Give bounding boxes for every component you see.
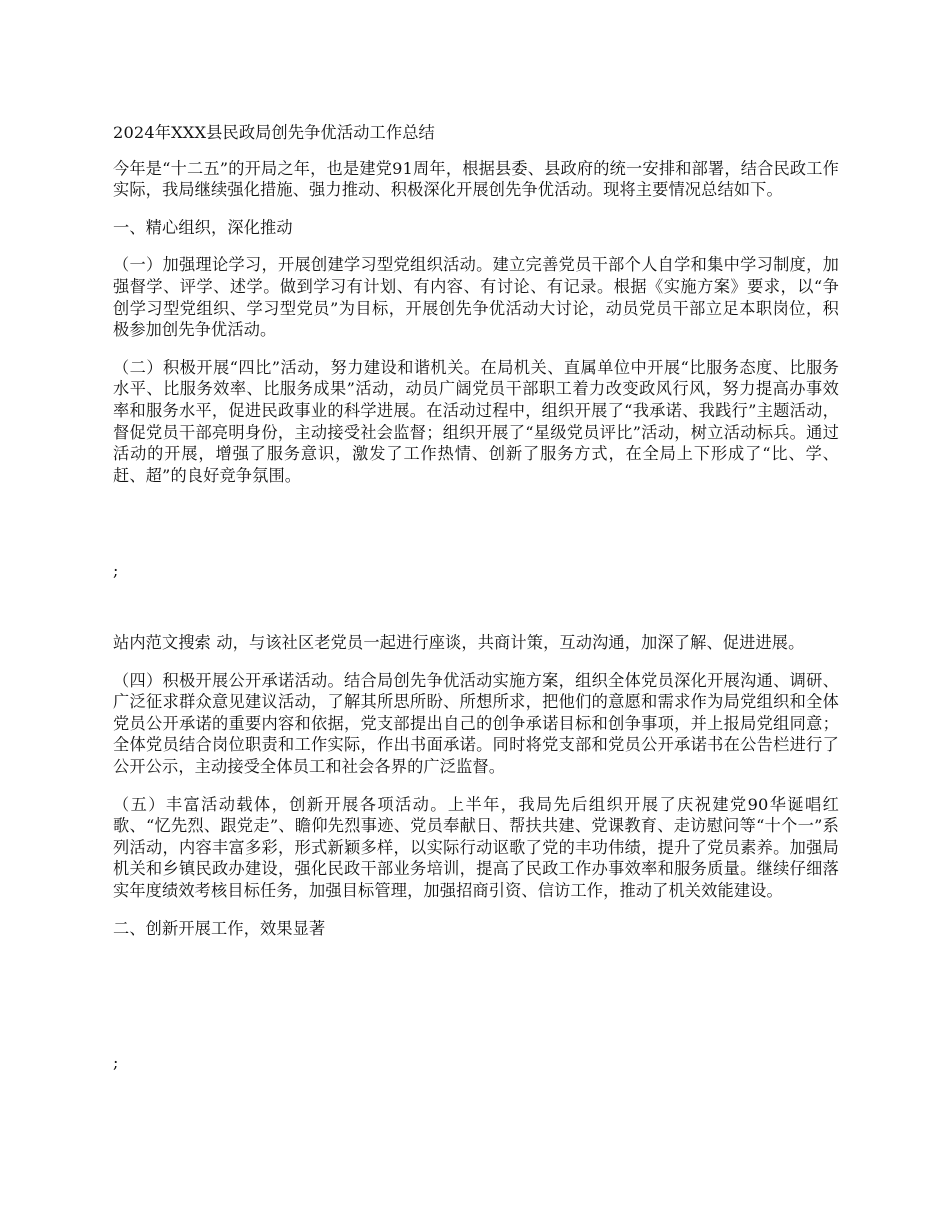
paragraph-item-1: （一）加强理论学习，开展创建学习型党组织活动。建立完善党员干部个人自学和集中学习制度，加强督学、评学、述学。做到学习有计划、有内容、有讨论、有记录。根据《实施方案》要求，以“争创学习型党组织、学习型党员”为目标，开展创先争优活动大讨论，动员党员干部立足本职岗位，积极参加创先争优活动。 <box>113 255 839 340</box>
fragment-paragraph: 站内范文搜索 动，与该社区老党员一起进行座谈，共商计策，互动沟通，加深了解、促进进展。 <box>113 633 805 652</box>
section-heading-1: 一、精心组织，深化推动 <box>113 217 293 237</box>
separator-semicolon-1: ; <box>113 561 119 580</box>
document-title: 2024年XXX县民政局创先争优活动工作总结 <box>113 123 435 142</box>
paragraph-item-4: （四）积极开展公开承诺活动。结合局创先争优活动实施方案，组织全体党员深化开展沟通、调研、广泛征求群众意见建议活动，了解其所思所盼、所想所求，把他们的意愿和需求作为局党组织和全体党员公开承诺的重要内容和依据，党支部提出自己的创争承诺目标和创争事项，并上报局党组同意；全体党员结合岗位职责和工作实际，作出书面承诺。同时将党支部和党员公开承诺书在公告栏进行了公开公示，主动接受全体员工和社会各界的广泛监督。 <box>113 670 839 776</box>
intro-paragraph: 今年是“十二五”的开局之年，也是建党91周年，根据县委、县政府的统一安排和部署，结合民政工作实际，我局继续强化措施、强力推动、积极深化开展创先争优活动。现将主要情况总结如下。 <box>113 158 839 200</box>
paragraph-item-2: （二）积极开展“四比”活动，努力建设和谐机关。在局机关、直属单位中开展“比服务态度、比服务水平、比服务效率、比服务成果”活动，动员广阔党员干部职工着力改变政风行风，努力提高办事效率和服务水平，促进民政事业的科学进展。在活动过程中，组织开展了“我承诺、我践行”主题活动，督促党员干部亮明身份，主动接受社会监督；组织开展了“星级党员评比”活动，树立活动标兵。通过活动的开展，增强了服务意识，激发了工作热情、创新了服务方式，在全局上下形成了“比、学、赶、超”的良好竞争氛围。 <box>113 357 839 485</box>
document-body-top <box>113 122 839 486</box>
paragraph-item-5: （五）丰富活动载体，创新开展各项活动。上半年，我局先后组织开展了庆祝建党90华诞唱红歌、“忆先烈、跟党走”、瞻仰先烈事迹、党员奉献日、帮扶共建、党课教育、走访慰问等“十个一”系列活动，内容丰富多彩，形式新颖多样，以实际行动讴歌了党的丰功伟绩，提升了党员素养。加强局机关和乡镇民政办建设，强化民政干部业务培训，提高了民政工作办事效率和服务质量。继续仔细落实年度绩效考核目标任务，加强目标管理，加强招商引资、信访工作，推动了机关效能建设。 <box>113 794 839 900</box>
separator-semicolon-2: ; <box>113 1053 119 1072</box>
section-heading-2: 二、创新开展工作，效果显著 <box>113 918 326 938</box>
document-body-bottom <box>113 632 839 939</box>
